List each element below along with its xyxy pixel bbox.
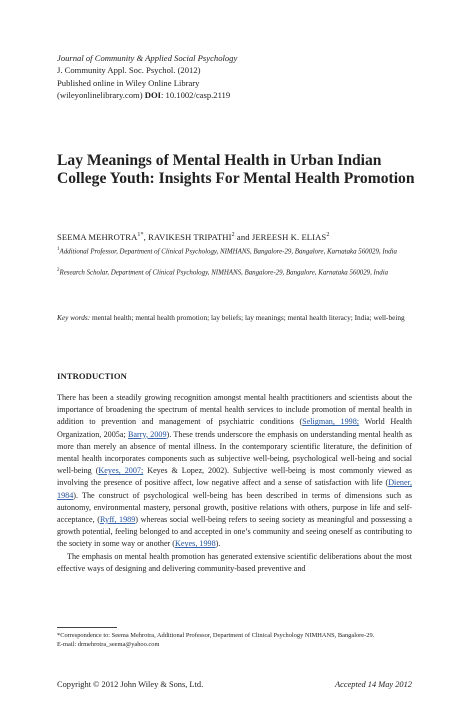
- affiliation-marker: 1: [57, 247, 60, 252]
- doi-label: DOI: [144, 90, 161, 101]
- journal-header: [57, 52, 417, 102]
- citation-link[interactable]: Keyes, 1998: [175, 539, 216, 549]
- correspondence-footnote: [57, 632, 412, 649]
- body-text: [57, 392, 412, 575]
- copyright: Copyright © 2012 John Wiley & Sons, Ltd.: [57, 680, 204, 689]
- paragraph-text: ) whereas social well-being refers to seeing society as meaningful and possessing a growth potential, feeling belonged to and accepted in one’s community and seeing oneself as contributing to the society in some way or another (: [57, 515, 412, 549]
- paragraph: The emphasis on mental health promotion has generated extensive scientific deliberations about the most effective ways of designing and delivering community-based preventive and: [57, 551, 412, 573]
- paragraph-text: ). The construct of psychological well-being has been described in terms of dimensions such as autonomy, environmental mastery, personal growth, positive relations with others, purpose in life and self-acceptance, (: [57, 490, 412, 525]
- paragraph-text: Keyes & Lopez, 2002). Subjective well-being is most commonly viewed as involving the presence of positive affect, low negative affect and a sense of satisfaction with life (: [57, 466, 413, 488]
- author-name: JEREESH K. ELIAS: [251, 232, 327, 242]
- paragraph-text: World Health Organization, 2005a;: [57, 417, 412, 439]
- accepted-date: Accepted 14 May 2012: [335, 680, 412, 689]
- affiliation-text: Research Scholar, Department of Clinical Psychology, NIMHANS, Bangalore-29, Bangalore, Karnataka 560029, India: [59, 269, 389, 277]
- author-superscript: 2: [231, 232, 235, 239]
- author-superscript: 1*: [137, 232, 144, 239]
- citation-link[interactable]: Diener, 1984: [57, 478, 412, 500]
- published-online: Published online in Wiley Online Library: [57, 77, 200, 88]
- keywords: [57, 313, 412, 324]
- paragraph-text: ).: [215, 539, 221, 549]
- author-list: [57, 232, 427, 242]
- paragraph: [57, 392, 412, 551]
- citation-link[interactable]: Ryff, 1989: [99, 515, 136, 525]
- library-link[interactable]: (wileyonlinelibrary.com): [57, 90, 143, 101]
- citation-link[interactable]: Barry, 2009: [128, 429, 167, 439]
- section-heading: INTRODUCTION: [57, 371, 127, 381]
- author-name: RAVIKESH TRIPATHI: [148, 232, 232, 242]
- doi-value[interactable]: : 10.1002/casp.2119: [161, 90, 231, 101]
- citation-link[interactable]: Seligman, 1998;: [302, 417, 360, 427]
- affiliation-text: Additional Professor, Department of Clinical Psychology, NIMHANS, Bangalore-29, Bangalore, Karnataka 560029, India: [59, 248, 397, 256]
- affiliation: [57, 245, 417, 257]
- correspondence-text: *Correspondence to: Seema Mehrotra, Additional Professor, Department of Clinical Psychology NIMHANS, Bangalore-29.: [57, 632, 375, 639]
- author-separator: ,: [143, 232, 149, 242]
- author-separator: and: [234, 232, 252, 242]
- author-superscript: 2: [326, 232, 330, 239]
- article-title: Lay Meanings of Mental Health in Urban Indian College Youth: Insights For Mental Health Promotion: [57, 152, 415, 187]
- affiliation: [57, 266, 417, 278]
- affiliation-marker: 2: [57, 268, 60, 273]
- doi-line: [57, 89, 417, 101]
- footnote-rule: [57, 627, 117, 628]
- author-name: SEEMA MEHROTRA: [57, 232, 138, 242]
- journal-abbreviation: J. Community Appl. Soc. Psychol. (2012): [57, 65, 201, 76]
- keywords-text: mental health; mental health promotion; lay beliefs; lay meanings; mental health literacy; India; well-being: [90, 313, 405, 322]
- paragraph-text: ). These trends underscore the emphasis on understanding mental health as more than merely an absence of mental illness. In the contemporary scientific literature, the definition of mental health incorporates components such as subjective well-being, psychological well-being and social well-being (: [57, 429, 412, 476]
- citation-link[interactable]: Keyes, 2007;: [98, 466, 144, 476]
- paragraph-text: There has been a steadily growing recognition amongst mental health practitioners and scientists about the importance of broadening the spectrum of mental health services to include promotion of mental health in addition to prevention and management of psychiatric conditions (: [57, 393, 412, 427]
- journal-name: Journal of Community & Applied Social Psychology: [57, 53, 238, 63]
- email-link[interactable]: E-mail: drmehrotra_seema@yahoo.com: [57, 640, 160, 648]
- keywords-label: Key words:: [57, 313, 91, 322]
